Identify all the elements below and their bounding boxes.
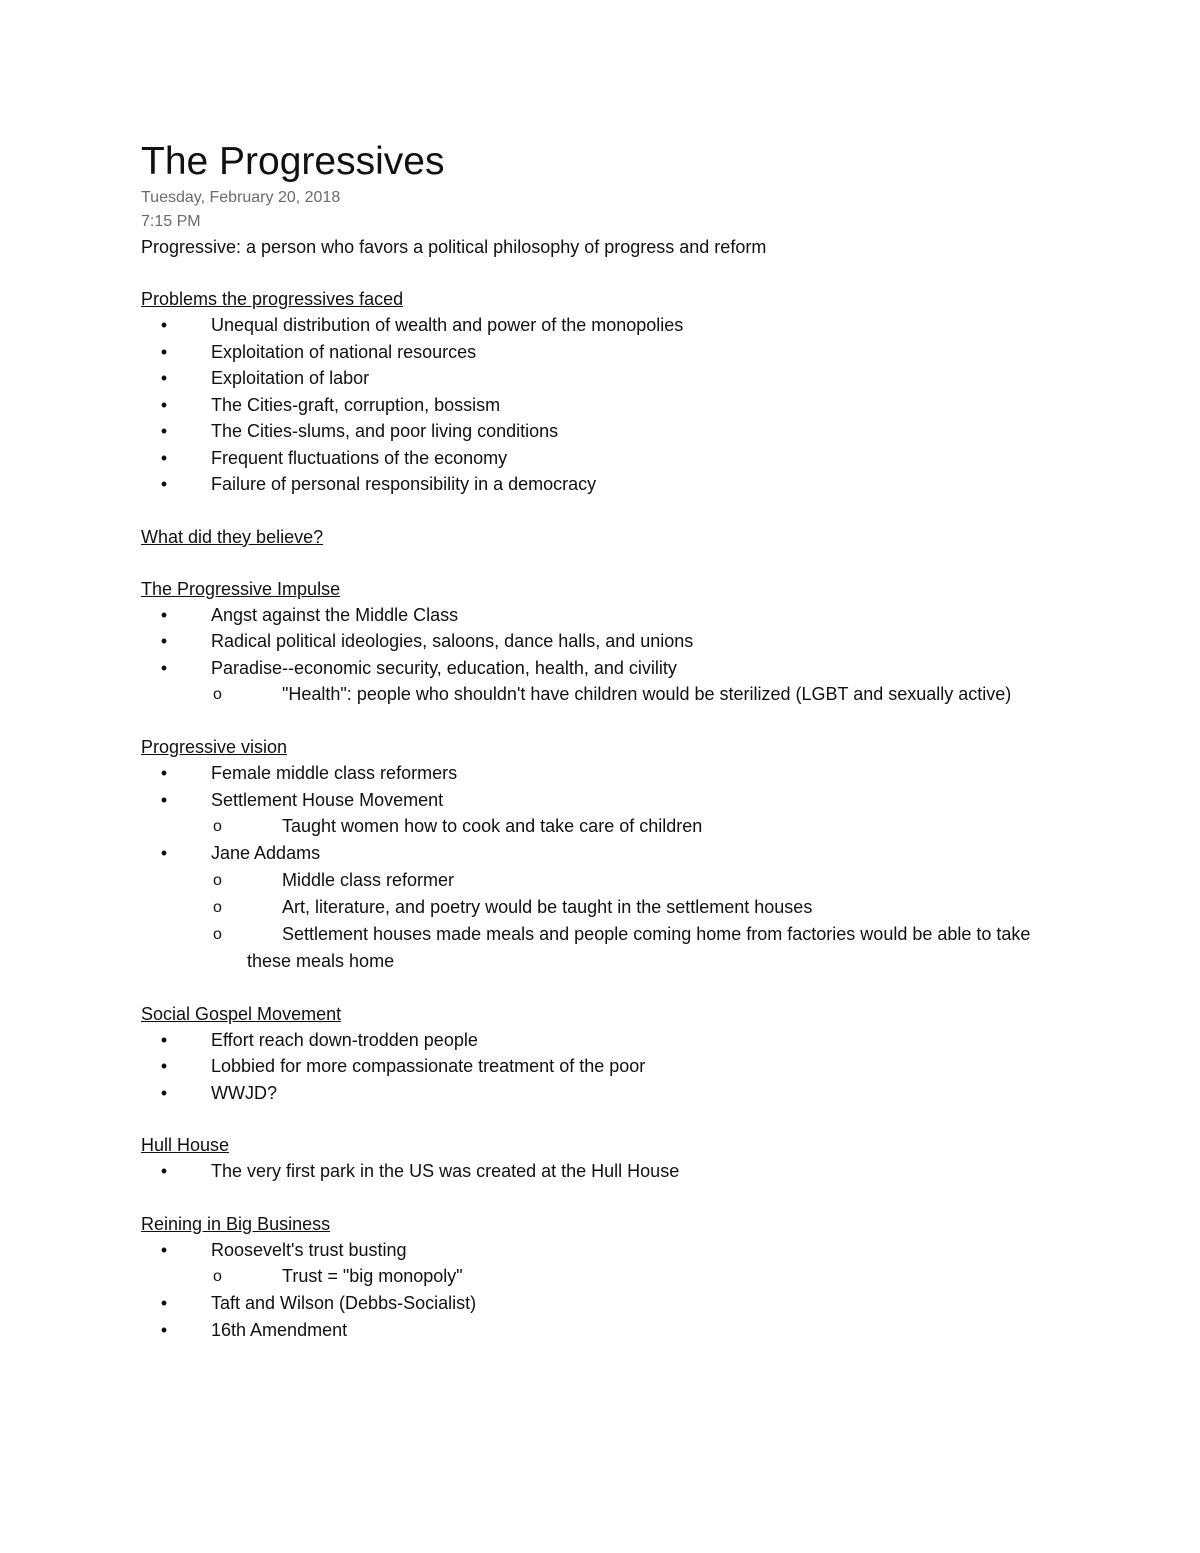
- section: [141, 286, 1101, 498]
- note-time: 7:15 PM: [141, 213, 201, 230]
- bullet-icon: •: [160, 657, 168, 678]
- sub-list-item-text: Taught women how to cook and take care of children: [282, 816, 703, 836]
- definition-text: Progressive: a person who favors a political philosophy of progress and reform: [141, 237, 767, 257]
- bullet-icon: •: [160, 604, 168, 625]
- bullet-icon: •: [160, 843, 168, 863]
- bullet-icon: •: [160, 1082, 168, 1103]
- list-item-text: The very first park in the US was created at the Hull House: [211, 1161, 680, 1181]
- list-item-text: The Cities-slums, and poor living conditions: [211, 421, 559, 441]
- bullet-list: [141, 312, 1101, 498]
- list-item: [141, 1317, 1101, 1344]
- sub-list-item: [141, 1263, 1101, 1290]
- list-item-text: Effort reach down-trodden people: [211, 1029, 478, 1050]
- bullet-icon: •: [160, 1293, 168, 1313]
- sub-bullet-icon: o: [213, 898, 222, 916]
- sub-list-item: [141, 681, 1101, 708]
- bullet-icon: •: [160, 315, 168, 335]
- list-item: [141, 418, 1101, 445]
- section-heading: Social Gospel Movement: [141, 1003, 342, 1024]
- bullet-list: [141, 1237, 1101, 1344]
- sub-list-item-text: "Health": people who shouldn't have children would be sterilized (LGBT and sexually active): [282, 684, 1012, 704]
- bullet-list: [141, 602, 1101, 709]
- sub-bullet-icon: o: [213, 818, 222, 835]
- bullet-icon: •: [160, 763, 168, 783]
- list-item-text: Angst against the Middle Class: [211, 604, 459, 625]
- list-item: [141, 339, 1101, 366]
- sub-list-item: [141, 813, 1101, 840]
- list-item: [141, 602, 1101, 629]
- bullet-icon: •: [160, 1056, 168, 1076]
- list-item-text: Exploitation of national resources: [211, 341, 477, 362]
- list-item-text: WWJD?: [211, 1082, 277, 1103]
- sections-container: [141, 286, 1101, 1343]
- section-heading: The Progressive Impulse: [141, 578, 341, 599]
- list-item: [141, 787, 1101, 814]
- section-heading: Hull House: [141, 1135, 230, 1155]
- bullet-icon: •: [160, 1029, 168, 1050]
- list-item: [141, 445, 1101, 472]
- list-item-text: Taft and Wilson (Debbs-Socialist): [211, 1293, 477, 1313]
- bullet-icon: •: [160, 789, 168, 810]
- list-item-text: Radical political ideologies, saloons, dance halls, and unions: [211, 631, 694, 651]
- sub-list-item: [141, 921, 1101, 975]
- list-item: [141, 1237, 1101, 1264]
- list-item: [141, 312, 1101, 339]
- section: [141, 1132, 1101, 1185]
- sub-bullet-icon: o: [213, 1268, 222, 1285]
- section: [141, 1001, 1101, 1107]
- bullet-icon: •: [160, 631, 168, 651]
- list-item-text: Jane Addams: [211, 843, 321, 863]
- list-item: [141, 365, 1101, 392]
- sub-list-item: [141, 894, 1101, 921]
- section: [141, 1211, 1101, 1344]
- sub-bullet-icon: o: [213, 871, 222, 889]
- sub-bullet-icon: o: [213, 925, 222, 943]
- bullet-icon: •: [160, 447, 168, 468]
- list-item-text: 16th Amendment: [211, 1319, 348, 1340]
- list-item: [141, 840, 1101, 867]
- bullet-icon: •: [160, 341, 168, 362]
- list-item: [141, 471, 1101, 498]
- list-item-text: Paradise--economic security, education, health, and civility: [211, 657, 677, 678]
- note-date: Tuesday, February 20, 2018: [141, 189, 341, 206]
- list-item-text: Exploitation of labor: [211, 368, 370, 388]
- section-heading: Problems the progressives faced: [141, 289, 404, 309]
- list-item: [141, 1290, 1101, 1317]
- list-item: [141, 1027, 1101, 1054]
- sub-list-item-text: Art, literature, and poetry would be taught in the settlement houses: [282, 896, 813, 917]
- list-item-text: Unequal distribution of wealth and power of the monopolies: [211, 315, 684, 335]
- bullet-icon: •: [160, 1239, 168, 1260]
- list-item: [141, 760, 1101, 787]
- section: [141, 734, 1101, 975]
- section-heading: Progressive vision: [141, 737, 288, 757]
- list-item: [141, 628, 1101, 655]
- section-heading: Reining in Big Business: [141, 1213, 331, 1234]
- list-item-text: Lobbied for more compassionate treatment of the poor: [211, 1056, 646, 1076]
- list-item-text: Failure of personal responsibility in a democracy: [211, 474, 597, 494]
- sub-list-item: [141, 867, 1101, 894]
- page-title: The Progressives: [141, 140, 445, 183]
- list-item-text: The Cities-graft, corruption, bossism: [211, 394, 501, 415]
- section: [141, 524, 1101, 550]
- list-item: [141, 1158, 1101, 1185]
- list-item-text: Roosevelt's trust busting: [211, 1239, 407, 1260]
- bullet-icon: •: [160, 368, 168, 388]
- bullet-icon: •: [160, 1161, 168, 1181]
- bullet-icon: •: [160, 421, 168, 441]
- section-heading: What did they believe?: [141, 526, 324, 547]
- bullet-list: [141, 760, 1101, 975]
- list-item-text: Frequent fluctuations of the economy: [211, 447, 508, 468]
- list-item-text: Female middle class reformers: [211, 763, 458, 783]
- list-item: [141, 1053, 1101, 1080]
- bullet-icon: •: [160, 394, 168, 415]
- bullet-icon: •: [160, 474, 168, 494]
- sub-list-item-text: Trust = "big monopoly": [282, 1266, 463, 1286]
- list-item: [141, 655, 1101, 682]
- list-item: [141, 392, 1101, 419]
- list-item-text: Settlement House Movement: [211, 789, 444, 810]
- section: [141, 576, 1101, 709]
- bullet-list: [141, 1158, 1101, 1185]
- list-item: [141, 1080, 1101, 1107]
- bullet-list: [141, 1027, 1101, 1107]
- note-content: [141, 138, 1101, 1343]
- bullet-icon: •: [160, 1319, 168, 1340]
- sub-list-item-text: Settlement houses made meals and people coming home from factories would be able to take these meals home: [247, 923, 1031, 971]
- sub-list-item-text: Middle class reformer: [282, 869, 455, 890]
- sub-bullet-icon: o: [213, 686, 222, 703]
